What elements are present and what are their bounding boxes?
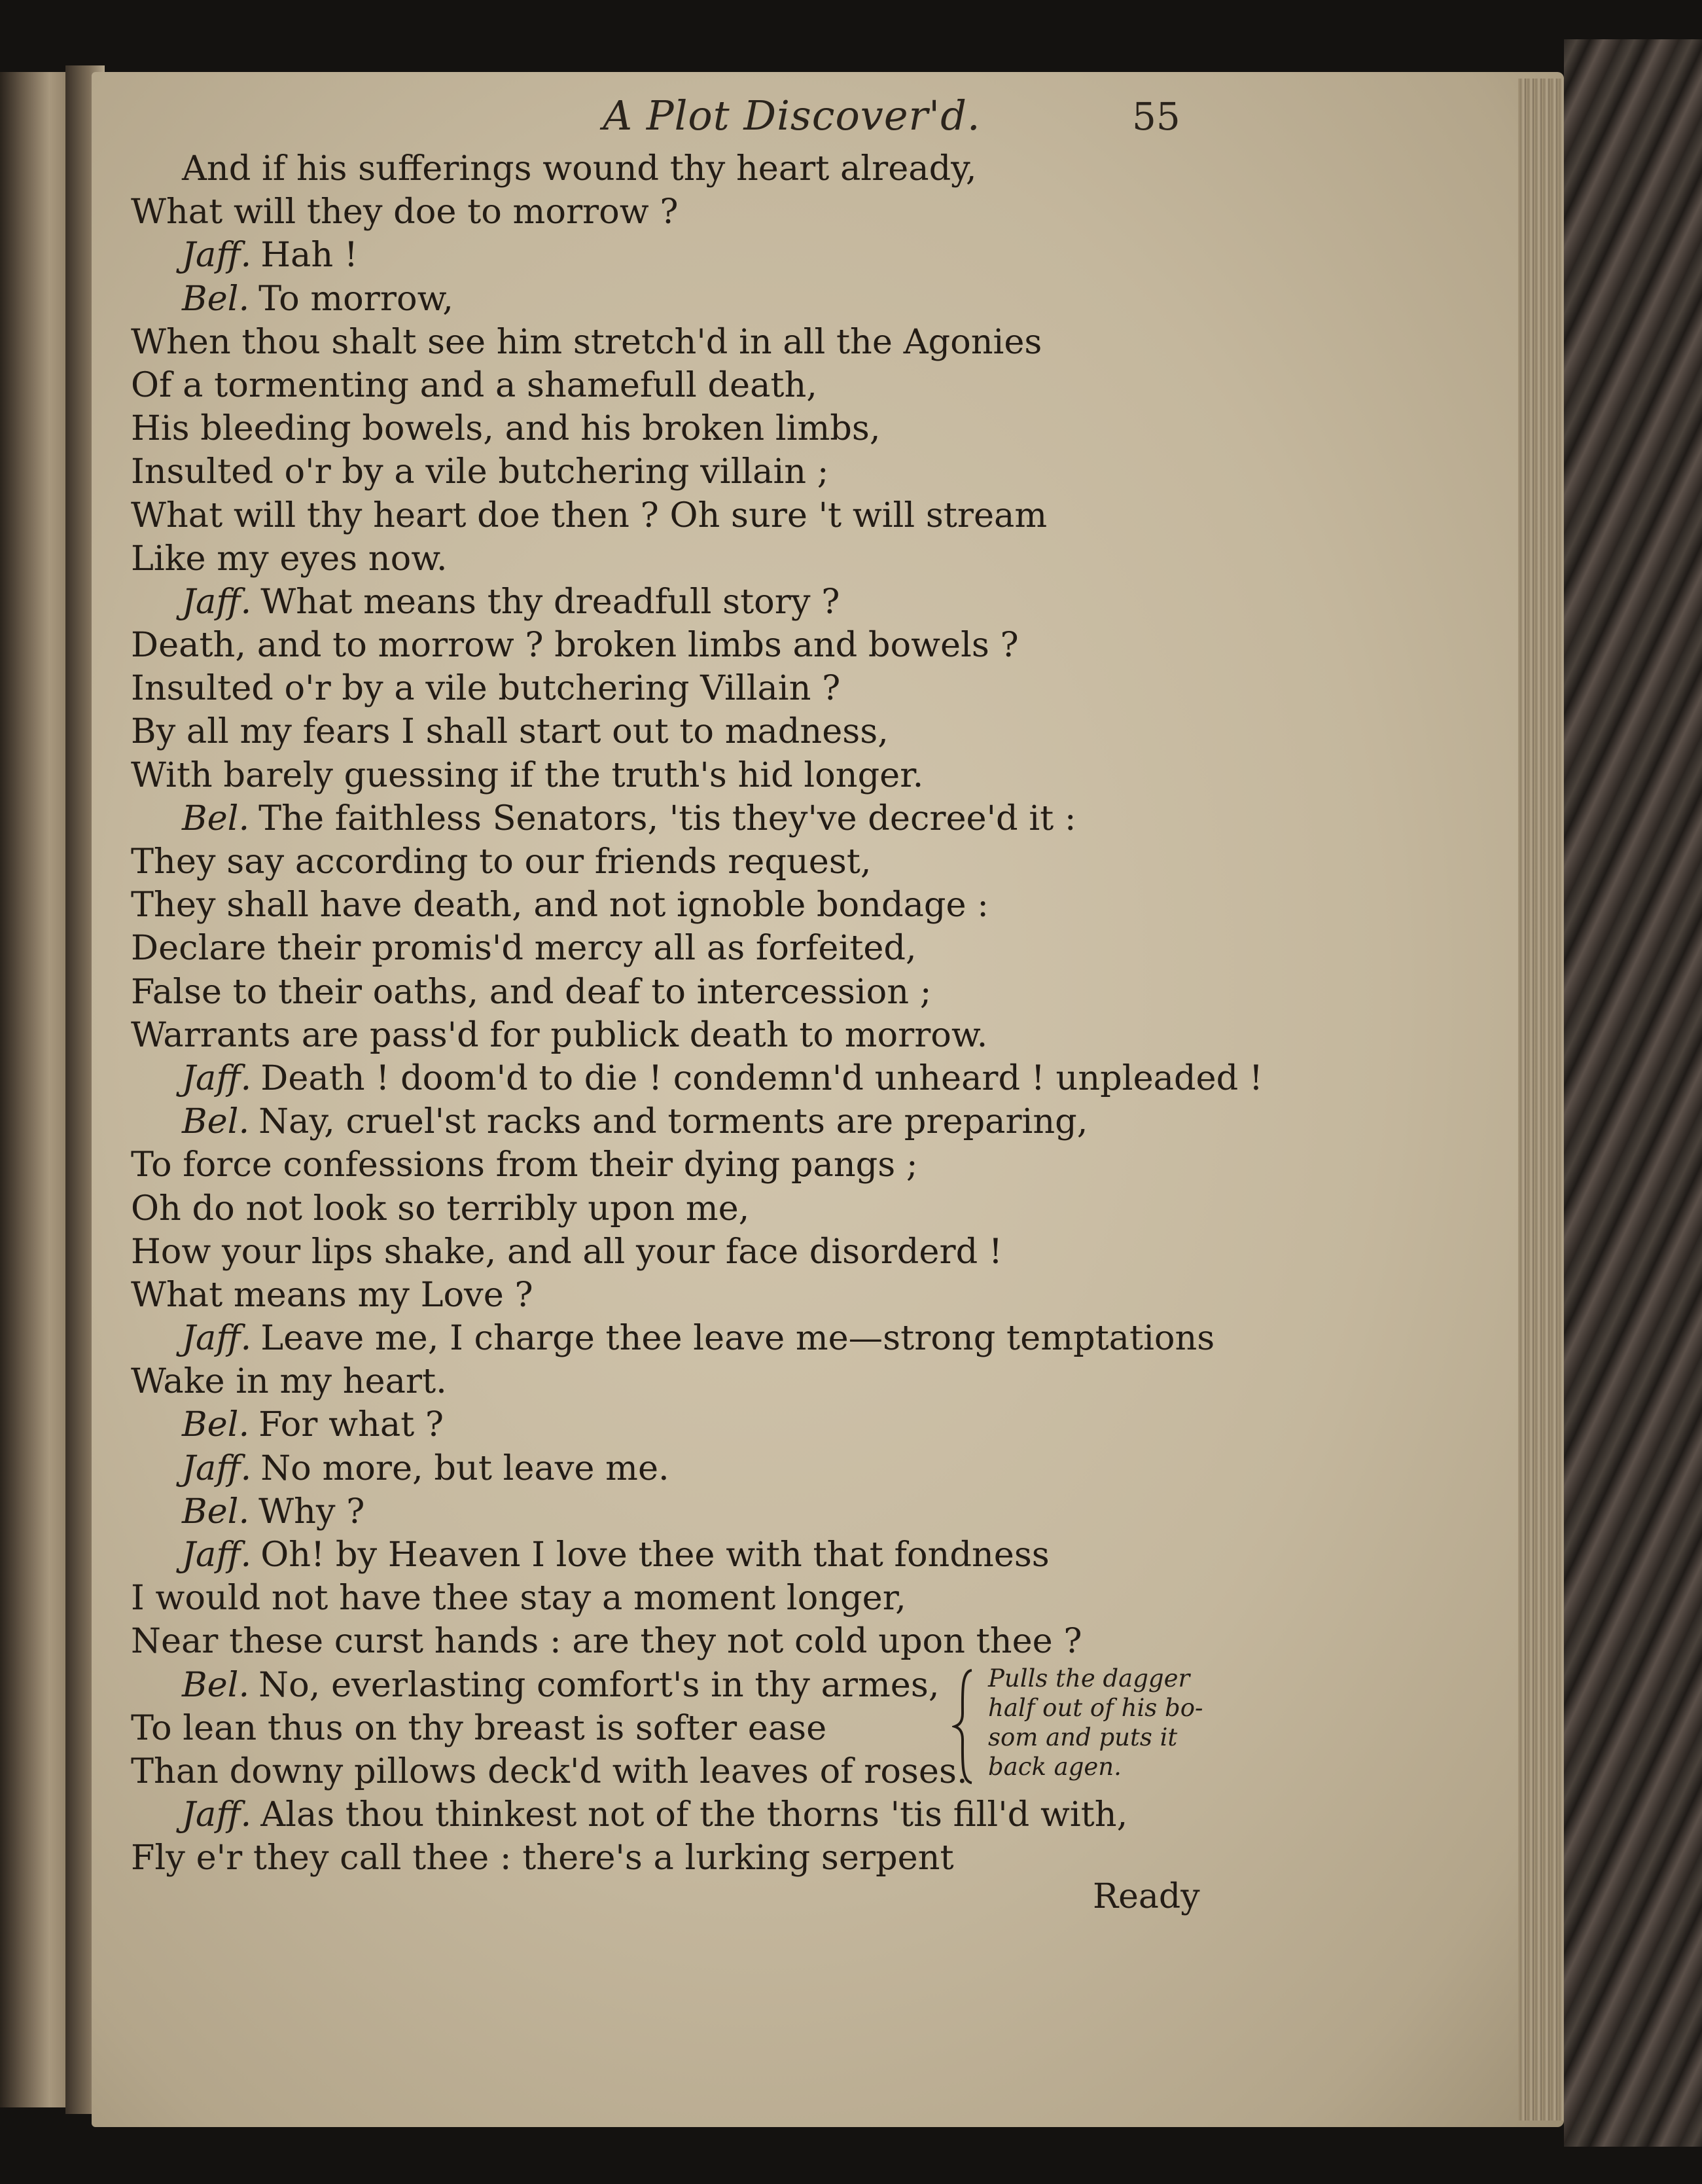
verse-line (131, 1100, 1243, 1143)
verse-line (131, 581, 1243, 624)
verse-line (131, 1014, 1243, 1057)
verse-text: Alas thou thinkest not of the thorns 'tis fill'd with, (260, 1795, 1128, 1835)
verse-line (131, 1360, 1243, 1403)
verse-line (131, 1447, 1243, 1490)
verse-line (131, 450, 1243, 493)
verse-text: When thou shalt see him stretch'd in all the Agonies (131, 321, 1042, 362)
facing-page-edge (0, 72, 71, 2107)
verse-line (131, 927, 1243, 970)
verse-line (131, 797, 1243, 840)
verse-text: Near these curst hands : are they not cold upon thee ? (131, 1621, 1082, 1662)
speaker-name: Bel. (182, 278, 250, 319)
verse-line (131, 147, 1243, 190)
verse-line (131, 494, 1243, 537)
verse-text: Why ? (258, 1491, 365, 1531)
verse-text: What means my Love ? (131, 1274, 533, 1315)
verse-text: They say according to our friends request, (131, 842, 872, 882)
speaker-name: Bel. (182, 1405, 250, 1445)
verse-line (131, 1143, 1243, 1187)
speaker-name: Bel. (182, 1664, 250, 1705)
verse-line (131, 1490, 1243, 1533)
verse-text: They shall have death, and not ignoble bondage : (131, 885, 989, 925)
verse-text: Wake in my heart. (131, 1361, 447, 1402)
page-number: 55 (1132, 94, 1180, 139)
verse-line (131, 1057, 1264, 1100)
verse-text: Like my eyes now. (131, 538, 448, 579)
verse-text: Death, and to morrow ? broken limbs and bowels ? (131, 625, 1019, 666)
verse-text: False to their oaths, and deaf to intercession ; (131, 971, 932, 1012)
verse-text: Warrants are pass'd for publick death to morrow. (131, 1014, 988, 1055)
verse-text: Insulted o'r by a vile butchering villain ; (131, 452, 829, 492)
verse-text: What will they doe to morrow ? (131, 192, 679, 232)
verse-line (131, 364, 1243, 407)
verse-text: To morrow, (258, 278, 453, 319)
verse-line (131, 1793, 1243, 1836)
verse-text: Oh do not look so terribly upon me, (131, 1188, 750, 1228)
verse-line (131, 407, 1243, 450)
verse-line (131, 190, 1243, 234)
verse-text: Death ! doom'd to die ! condemn'd unheard ! unpleaded ! (260, 1058, 1264, 1098)
verse-line (131, 537, 1243, 581)
verse-line (131, 971, 1243, 1014)
play-text (131, 147, 1264, 1880)
catchword: Ready (1093, 1877, 1200, 1916)
verse-line (131, 234, 1243, 277)
verse-text: No more, but leave me. (260, 1448, 669, 1488)
verse-line (131, 667, 1243, 710)
verse-text: Hah ! (260, 235, 358, 276)
verse-text: Nay, cruel'st racks and torments are preparing, (258, 1101, 1088, 1142)
marbled-binding-board (1564, 39, 1702, 2147)
speaker-name: Jaff. (182, 1448, 252, 1488)
speaker-name: Bel. (182, 1101, 250, 1142)
stage-direction-line: som and puts it (988, 1723, 1178, 1751)
verse-line (131, 1274, 1243, 1317)
verse-line (131, 710, 1243, 753)
verse-text: To lean thus on thy breast is softer ease (131, 1708, 827, 1748)
verse-text: Declare their promis'd mercy all as forfeited, (131, 928, 917, 969)
running-head: A Plot Discover'd. (603, 92, 981, 139)
verse-text: By all my fears I shall start out to madness, (131, 711, 889, 752)
verse-text: What means thy dreadfull story ? (260, 581, 840, 622)
verse-line (131, 754, 1243, 797)
verse-line (131, 277, 1243, 321)
speaker-name: Bel. (182, 798, 250, 838)
verse-line (131, 1403, 1243, 1446)
verse-text: How your lips shake, and all your face disorderd ! (131, 1231, 1002, 1272)
verse-text: Of a tormenting and a shamefull death, (131, 365, 818, 405)
speaker-name: Jaff. (182, 1318, 252, 1359)
verse-text: Than downy pillows deck'd with leaves of roses. (131, 1751, 968, 1791)
verse-line (131, 1533, 1243, 1577)
stage-direction-line: Pulls the dagger (988, 1664, 1190, 1692)
speaker-name: Jaff. (182, 1795, 252, 1835)
verse-line (131, 884, 1243, 927)
verse-text: Fly e'r they call thee : there's a lurking serpent (131, 1838, 954, 1878)
verse-line (131, 1230, 1243, 1274)
stage-direction (988, 1664, 1237, 1781)
verse-line (131, 1836, 1243, 1880)
verse-text: For what ? (258, 1405, 444, 1445)
verse-text: I would not have thee stay a moment longer, (131, 1578, 906, 1619)
verse-text: What will thy heart doe then ? Oh sure 't will stream (131, 495, 1048, 535)
speaker-name: Jaff. (182, 1058, 252, 1098)
speaker-name: Jaff. (182, 1535, 252, 1575)
verse-text: No, everlasting comfort's in thy armes, (258, 1664, 940, 1705)
page-fore-edge (1518, 79, 1570, 2121)
verse-text: The faithless Senators, 'tis they've decree'd it : (258, 798, 1076, 838)
verse-line (131, 840, 1243, 884)
verse-text: And if his sufferings wound thy heart already, (182, 149, 977, 188)
verse-text: With barely guessing if the truth's hid longer. (131, 755, 924, 795)
verse-text: To force confessions from their dying pangs ; (131, 1145, 918, 1185)
verse-line (131, 321, 1243, 364)
speaker-name: Jaff. (182, 235, 252, 276)
brace-glyph (952, 1668, 976, 1785)
verse-line (131, 624, 1243, 667)
stage-direction-line: back agen. (988, 1753, 1122, 1781)
verse-line (131, 1620, 1243, 1663)
verse-text: His bleeding bowels, and his broken limbs, (131, 408, 881, 449)
verse-line (131, 1187, 1243, 1230)
verse-line (131, 1317, 1243, 1360)
page-header (92, 72, 1564, 151)
stage-direction-line: half out of his bo- (988, 1694, 1203, 1722)
verse-text: Oh! by Heaven I love thee with that fondness (260, 1535, 1050, 1575)
verse-line (131, 1577, 1243, 1620)
verse-text: Leave me, I charge thee leave me—strong temptations (260, 1318, 1215, 1359)
verse-text: Insulted o'r by a vile butchering Villain ? (131, 668, 841, 709)
speaker-name: Bel. (182, 1491, 250, 1531)
speaker-name: Jaff. (182, 581, 252, 622)
